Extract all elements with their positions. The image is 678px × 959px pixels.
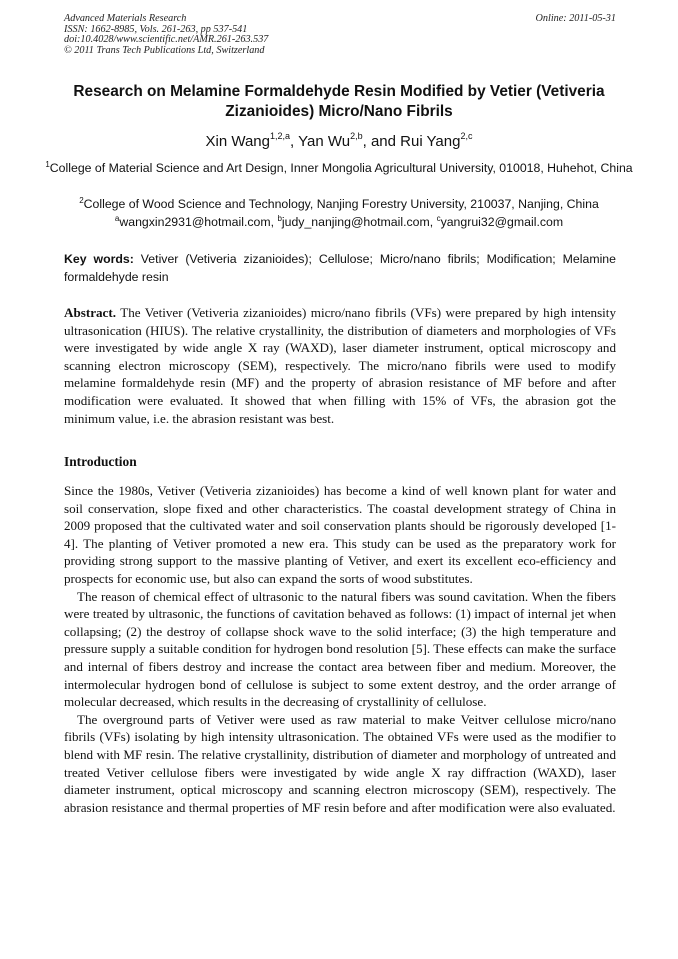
keywords-label: Key words: [64, 252, 134, 266]
email-separator: , [270, 215, 278, 229]
introduction-body [64, 482, 616, 816]
affiliation-text: College of Wood Science and Technology, Nanjing Forestry University, 210037, Nanjing, China [83, 197, 599, 211]
paragraph: The overground parts of Vetiver were used as raw material to make Veitver cellulose micro/nano fibrils (VFs) isolating by high intensity ultrasonication. The obtained VFs were used as the modifier to blend with MF resin. The relative crystallinity, distribution of diameter and morphology of untreated and treated Vetiver cellulose fibers were investigated by wide angle X ray diffraction (WAXD), laser diameter instrument, optical microscopy and scanning electron microscopy (SEM), respectively. The abrasion resistance and thermal properties of MF resin before and after modification were also evaluated. [64, 711, 616, 815]
affiliation-2 [40, 196, 638, 214]
publication-header [64, 14, 616, 56]
author-affiliation-marker: 2,b [350, 131, 363, 141]
email-marker: b [277, 214, 282, 223]
email-address: yangrui32@gmail.com [440, 215, 564, 229]
issn-line: ISSN: 1662-8985, Vols. 261-263, pp 537-541 [64, 23, 248, 35]
abstract [64, 304, 616, 427]
copyright-line: © 2011 Trans Tech Publications Ltd, Switzerland [64, 44, 265, 56]
email-marker: a [114, 214, 120, 223]
email-list [40, 214, 638, 232]
author-separator: , and [362, 133, 401, 150]
author-name: Yan Wu [298, 133, 351, 150]
affiliation-marker: 2 [79, 196, 84, 205]
author-affiliation-marker: 1,2,a [270, 131, 291, 141]
paragraph: The reason of chemical effect of ultrasonic to the natural fibers was sound cavitation. When the fibers were treated by ultrasonic, the functions of cavitation behaved as follows: (1) impact of internal jet when collapsing; (2) the destroy of collapse shock wave to the solid interface; (3) the high temperature and pressure supply a suitable condition for hydrogen bond resolution [5]. These effects can make the surface and internal of fibers destroy and increase the contact area between fiber and medium. Moreover, the intermolecular hydrogen bond of cellulose is subject to some extent destroy, and the order arrange of molecular decreased, which results in the decreasing of crystallinity of cellulose. [64, 588, 616, 710]
author-affiliation-marker: 2,c [460, 131, 473, 141]
paragraph: Since the 1980s, Vetiver (Vetiveria zizanioides) has become a kind of well known plant for water and soil conservation, slope fixed and other characteristics. The coastal development strategy of China in 2009 proposed that the cultivated water and soil conservation plants should be rigorously developed [1-4]. The planting of Vetiver promoted a new era. This study can be used as the preparatory work for providing strong support to the massive planting of Vetiver, and exert its excellent eco-efficiency and prospects for economic use, but also can expand the sorts of wood substitutes. [64, 483, 616, 586]
journal-name: Advanced Materials Research [64, 13, 187, 24]
author-separator: , [290, 133, 299, 150]
email-marker: c [436, 214, 441, 223]
email-address: judy_nanjing@hotmail.com [281, 215, 430, 229]
email-address: wangxin2931@hotmail.com [119, 215, 271, 229]
email-separator: , [429, 215, 437, 229]
abstract-text: The Vetiver (Vetiveria zizanioides) micro/nano fibrils (VFs) were prepared by high intensity ultrasonication (HIUS). The relative crystallinity, the distribution of diameters and morphologies of VFs were investigated by wide angle X ray (WAXD), laser diameter instrument, optical microscopy and scanning electron microscopy (SEM), respectively. The micro/nano fibrils were used to modify melamine formaldehyde resin (MF) and the property of abrasion resistance of MF before and after modification were evaluated. It showed that when filling with 15% of VFs, the abrasion got the minimum value, i.e. the abrasion resistant was best. [64, 305, 616, 426]
section-heading-introduction: Introduction [64, 454, 137, 469]
author-name: Xin Wang [205, 133, 270, 150]
affiliation-text: College of Material Science and Art Design, Inner Mongolia Agricultural University, 010018, Huhehot, China [49, 161, 633, 175]
affiliation-1 [40, 160, 638, 178]
keywords [64, 251, 616, 286]
online-date: Online: 2011-05-31 [535, 13, 616, 24]
keywords-text: Vetiver (Vetiveria zizanioides); Cellulose; Micro/nano fibrils; Modification; Melamine formaldehyde resin [64, 252, 616, 284]
abstract-label: Abstract. [64, 305, 116, 320]
paper-title: Research on Melamine Formaldehyde Resin Modified by Vetier (Vetiveria Zizanioides) Micro/Nano Fibrils [73, 83, 605, 120]
author-list [40, 132, 638, 152]
doi-line: doi:10.4028/www.scientific.net/AMR.261-263.537 [64, 34, 269, 46]
author-name: Rui Yang [400, 133, 461, 150]
affiliation-marker: 1 [45, 160, 50, 169]
